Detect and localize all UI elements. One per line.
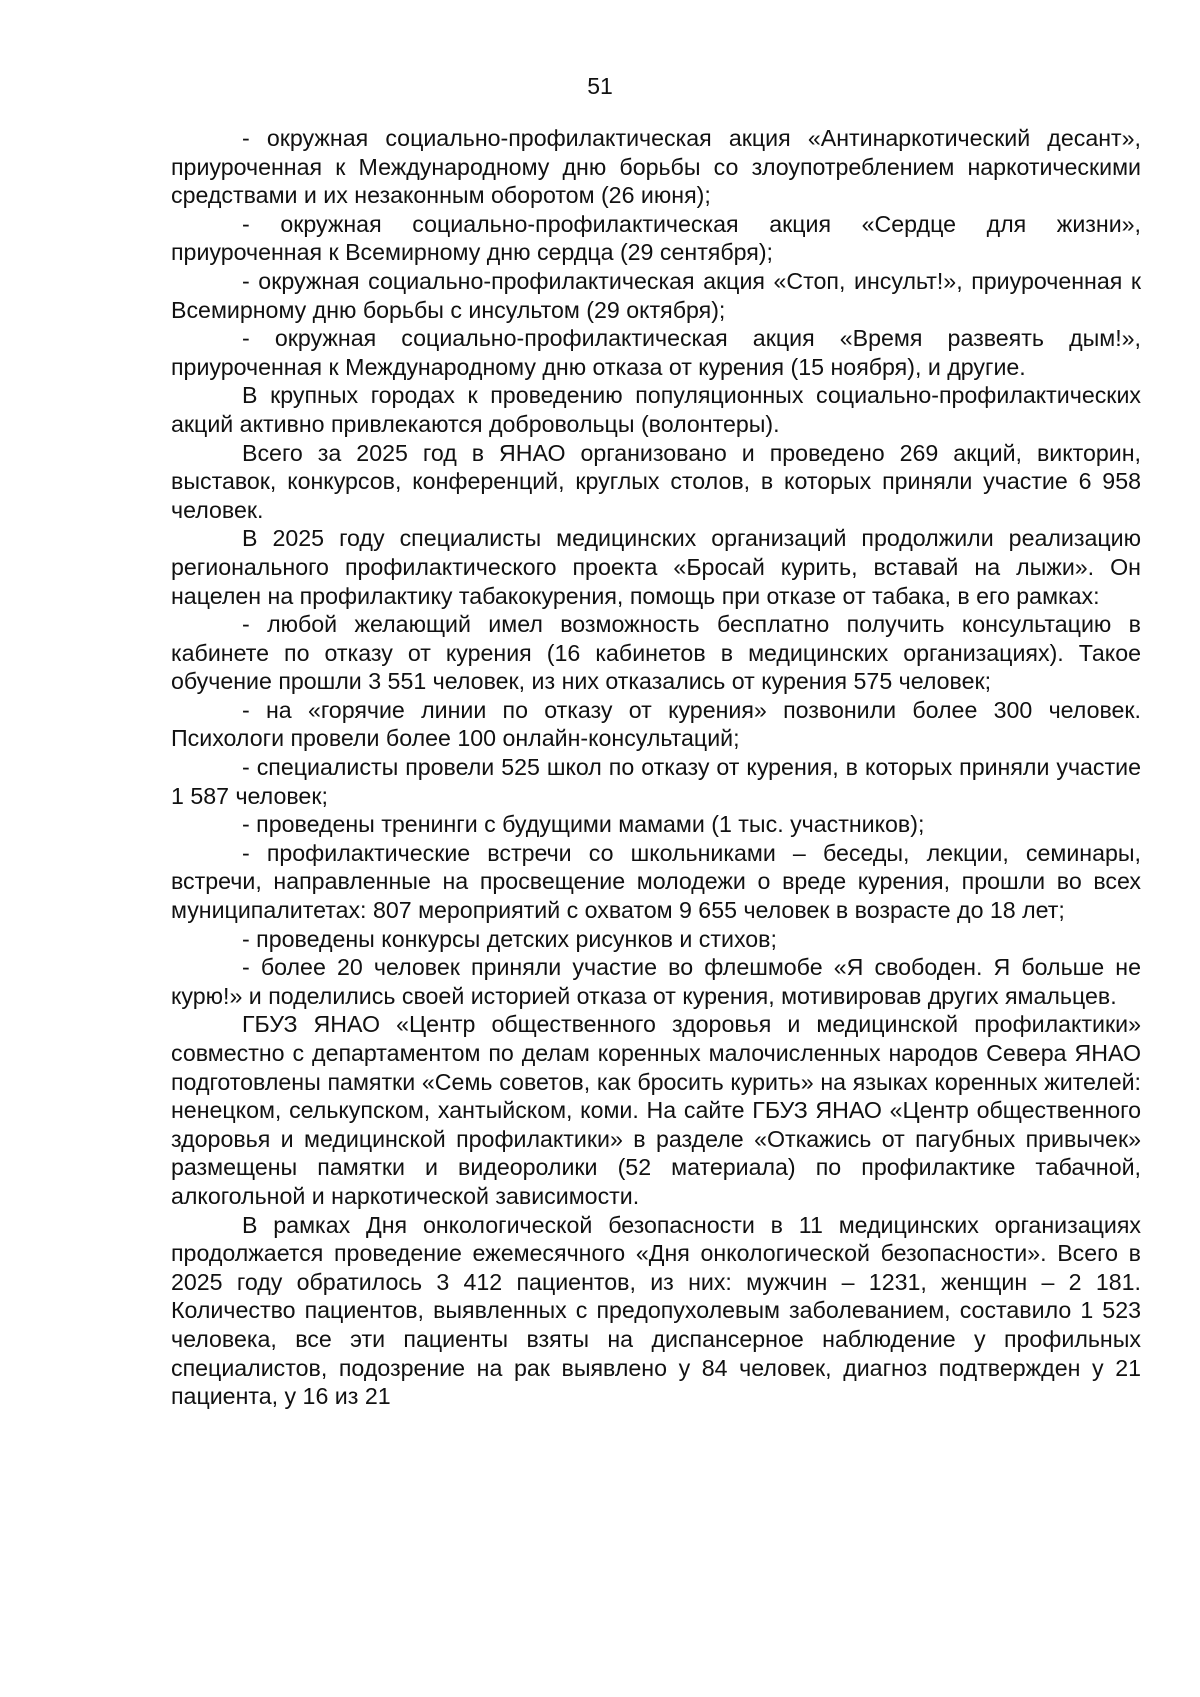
paragraph: Всего за 2025 год в ЯНАО организовано и проведено 269 акций, викторин, выставок, конкурсов, конференций, круглых столов, в которых приняли участие 6 958 человек. bbox=[171, 439, 1141, 523]
paragraph: - окружная социально-профилактическая акция «Сердце для жизни», приуроченная к Всемирному дню сердца (29 сентября); bbox=[171, 210, 1141, 266]
page-number: 51 bbox=[587, 73, 613, 99]
paragraph: - проведены конкурсы детских рисунков и стихов; bbox=[242, 925, 777, 952]
paragraph: - окружная социально-профилактическая акция «Время развеять дым!», приуроченная к Международному дню отказа от курения (15 ноября), и другие. bbox=[171, 325, 1141, 380]
paragraph: ГБУЗ ЯНАО «Центр общественного здоровья и медицинской профилактики» совместно с департаментом по делам коренных малочисленных народов Севера ЯНАО подготовлены памятки «Семь советов, как бросить курить» на языках коренных жителей: ненецком, селькупском, хантыйском, коми. На сайте ГБУЗ ЯНАО «Центр общественного здоровья и медицинской профилактики» в разделе «Откажись от пагубных привычек» размещены памятки и видеоролики (52 материала) по профилактике табачной, алкогольной и наркотической зависимости. bbox=[171, 1011, 1141, 1209]
paragraph: - более 20 человек приняли участие во флешмобе «Я свободен. Я больше не курю!» и поделились своей историей отказа от курения, мотивировав других ямальцев. bbox=[171, 954, 1141, 1009]
paragraph: - окружная социально-профилактическая акция «Стоп, инсульт!», приуроченная к Всемирному дню борьбы с инсультом (29 октября); bbox=[171, 267, 1141, 323]
paragraph: В крупных городах к проведению популяционных социально-профилактических акций активно привлекаются добровольцы (волонтеры). bbox=[171, 382, 1141, 437]
paragraph: - окружная социально-профилактическая акция «Антинаркотический десант», приуроченная к Международному дню борьбы со злоупотреблением наркотическими средствами и их незаконным оборотом (26 июня); bbox=[171, 125, 1141, 209]
paragraph: - проведены тренинги с будущими мамами (1 тыс. участников); bbox=[242, 811, 925, 838]
paragraph: В рамках Дня онкологической безопасности в 11 медицинских организациях продолжается проведение ежемесячного «Дня онкологической безопасности». Всего в 2025 году обратилось 3 412 пациентов, из них: мужчин – 1231, женщин – 2 181. Количество пациентов, выявленных с предопухолевым заболеванием, составило 1 523 человека, все эти пациенты взяты на диспансерное наблюдение у профильных специалистов, подозрение на рак выявлено у 84 человек, диагноз подтвержден у 21 пациента, у 16 из 21 bbox=[171, 1211, 1141, 1410]
paragraph: - специалисты провели 525 школ по отказу от курения, в которых приняли участие 1 587 человек; bbox=[171, 754, 1141, 809]
paragraph: - любой желающий имел возможность бесплатно получить консультацию в кабинете по отказу от курения (16 кабинетов в медицинских организациях). Такое обучение прошли 3 551 человек, из них отказались от курения 575 человек; bbox=[171, 611, 1141, 695]
document-body bbox=[171, 124, 1141, 1411]
paragraph: В 2025 году специалисты медицинских организаций продолжили реализацию регионального профилактического проекта «Бросай курить, вставай на лыжи». Он нацелен на профилактику табакокурения, помощь при отказе от табака, в его рамках: bbox=[171, 525, 1141, 609]
paragraph: - профилактические встречи со школьниками – беседы, лекции, семинары, встречи, направленные на просвещение молодежи о вреде курения, прошли во всех муниципалитетах: 807 мероприятий с охватом 9 655 человек в возрасте до 18 лет; bbox=[171, 839, 1141, 924]
paragraph: - на «горячие линии по отказу от курения» позвонили более 300 человек. Психологи провели более 100 онлайн-консультаций; bbox=[171, 696, 1141, 752]
